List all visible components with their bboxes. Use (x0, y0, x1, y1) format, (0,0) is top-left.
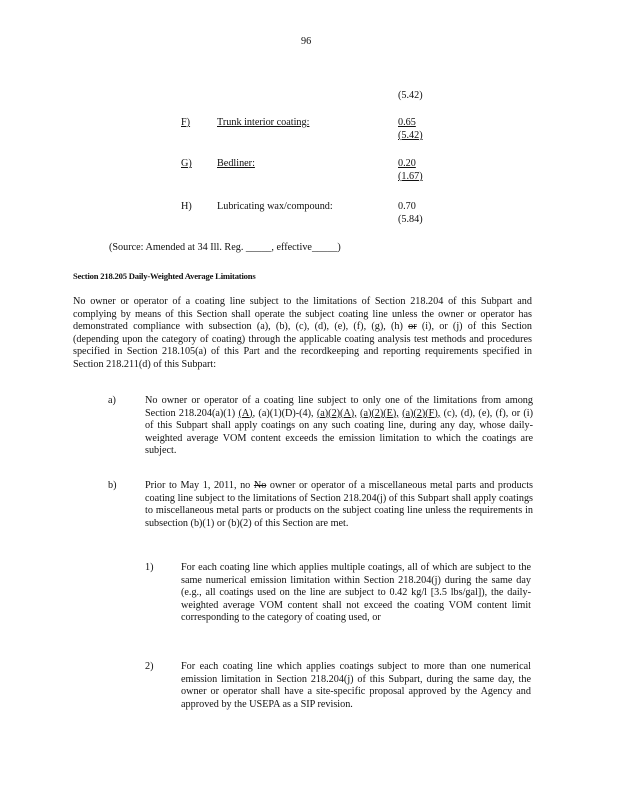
row-f-value: 0.65 (398, 117, 416, 128)
row-f-alt: (5.42) (398, 130, 423, 141)
subsection-b2-text: For each coating line which applies coatings subject to more than one numerical emission limitation in Section 218.204(j) of this Subpart, during the same day, the owner or operator shall have a site-specific proposal approved by the Agency and approved by the USEPA as a SIP revision. (181, 661, 531, 710)
source-note: (Source: Amended at 34 Ill. Reg. _____, effective_____) (109, 242, 341, 253)
row-h-desc: Lubricating wax/compound: (217, 201, 333, 212)
section-heading: Section 218.205 Daily-Weighted Average Limitations (73, 271, 256, 281)
page-number: 96 (301, 36, 312, 47)
subsection-b-label: b) (108, 480, 117, 491)
struck-text: No (253, 480, 267, 491)
struck-text: or (408, 321, 417, 333)
subsection-a-text: No owner or operator of a coating line subject to only one of the limitations from among Section 218.204(a)(1) (A), (a)(1)(D)-(4), (a)(2)(A), (a)(2)(E), (a)(2)(F), (c), (d), (e), (f), or (i) of this Subpart shall apply coatings on any such coating line, during any day, whose daily-weighted average VOM content exceeds the emission limitation to which the coatings are subject. (145, 395, 533, 457)
row-g-desc: Bedliner: (217, 158, 255, 169)
subsection-a-label: a) (108, 395, 116, 406)
subsection-b2-label: 2) (145, 661, 154, 672)
row-f-letter: F) (181, 117, 191, 128)
subsection-b-text: Prior to May 1, 2011, no No owner or operator of a miscellaneous metal parts and products coating line subject to the limitations of Section 218.204(j) of this Subpart shall apply coatings to miscellaneous metal parts or products on the subject coating line unless the requirements in subsection (b)(1) or (b)(2) of this Section are met. (145, 480, 533, 529)
row-h-letter: H) (181, 201, 192, 212)
subsection-b1-label: 1) (145, 562, 154, 573)
row-g-alt: (1.67) (398, 171, 423, 182)
row-g-value: 0.20 (398, 158, 416, 169)
intro-paragraph: No owner or operator of a coating line subject to the limitations of Section 218.204 of this Subpart and complying by means of this Section shall operate the subject coating line unless the owner or operator has demonstrated compliance with subsection (a), (b), (c), (d), (e), (f), (g), (h) or (i), or (j) of this Section (depending upon the category of coating) through the applicable coating analysis test methods and procedures specified in Section 218.105(a) of this Part and the recordkeeping and reporting requirements specified in Section 218.211(d) of this Subpart: (73, 296, 532, 370)
subsection-b1-text: For each coating line which applies multiple coatings, all of which are subject to the same numerical emission limitation within Section 218.204(j) during the same day (e.g., all coatings used on the line are subject to 0.42 kg/l [3.5 lbs/gal]), the daily-weighted average VOM content shall not exceed the coating VOM content limit corresponding to the category of coating used, or (181, 562, 531, 624)
row-f-desc: Trunk interior coating: (217, 117, 310, 128)
row-h-value: 0.70 (398, 201, 416, 212)
previous-value-alt: (5.42) (398, 90, 423, 101)
row-g-letter: G) (181, 158, 192, 169)
row-h-alt: (5.84) (398, 214, 423, 225)
